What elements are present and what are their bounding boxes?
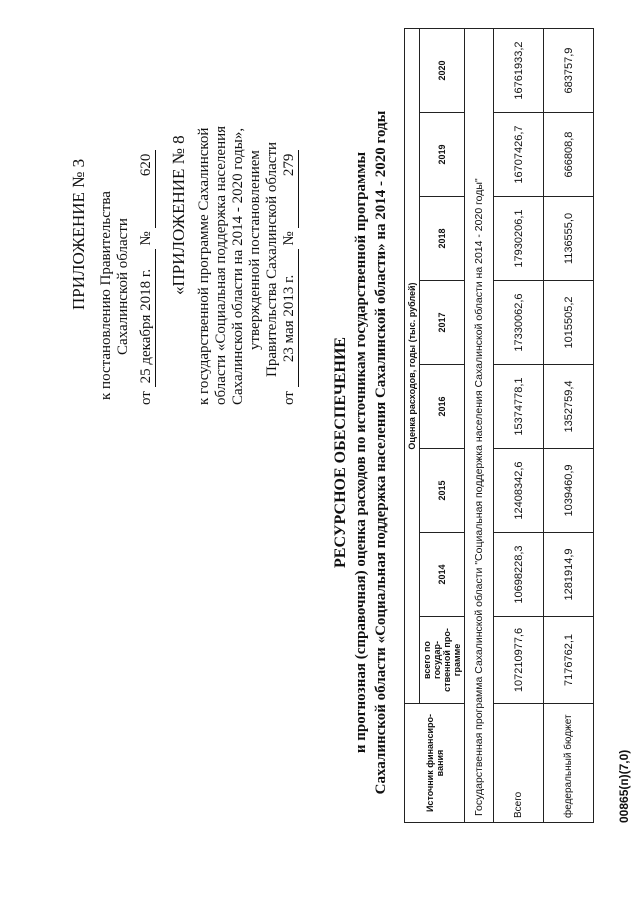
document-code: 00865(п)(7,0) [617, 749, 631, 823]
col-year-header: 2019 [420, 113, 465, 197]
appendix-num-prefix: № [138, 231, 154, 246]
prior-number: 279 [281, 150, 299, 228]
row-value: 10698228,3 [494, 533, 544, 617]
row-value: 666808,8 [544, 113, 594, 197]
row-label: Всего [494, 704, 544, 823]
row-total: 107210977,6 [494, 617, 544, 704]
appendix-line-1: к постановлению Правительства [98, 191, 114, 400]
program-row: Государственная программа Сахалинской области "Социальная поддержка населения Сахалинской области на 2014 - 2020 годы" [465, 29, 494, 823]
row-value: 16761933,2 [494, 29, 544, 113]
heading-line-2: и прогнозная (справочная) оценка расходов по источникам государственной программы [353, 151, 369, 754]
prior-appendix-line-4: утвержденной постановлением [247, 150, 263, 350]
prior-num-prefix: № [281, 231, 297, 246]
resource-table [404, 28, 594, 823]
col-year-header: 2020 [420, 29, 465, 113]
col-source-header: Источник финансиро-вания [405, 704, 465, 823]
prior-date-prefix: от [281, 391, 297, 405]
appendix-date-line [138, 150, 156, 405]
heading-line-1: РЕСУРСНОЕ ОБЕСПЕЧЕНИЕ [332, 337, 349, 568]
row-value: 16707426,7 [494, 113, 544, 197]
row-total: 7176762,1 [544, 617, 594, 704]
col-total-header: всего по государ-ственной про-грамме [420, 617, 465, 704]
col-year-header: 2015 [420, 449, 465, 533]
row-value: 1015505,2 [544, 281, 594, 365]
row-value: 12408342,6 [494, 449, 544, 533]
table-row [544, 29, 594, 823]
appendix-date: 25 декабря 2018 г. [138, 249, 156, 387]
appendix-line-2: Сахалинской области [115, 218, 131, 355]
prior-appendix-date-line [281, 150, 299, 405]
prior-appendix-line-3: Сахалинской области на 2014 - 2020 годы», [230, 127, 246, 405]
row-value: 17330062,6 [494, 281, 544, 365]
col-year-header: 2016 [420, 365, 465, 449]
col-year-header: 2018 [420, 197, 465, 281]
row-label: федеральный бюджет [544, 704, 594, 823]
table-row [494, 29, 544, 823]
row-value: 1281914,9 [544, 533, 594, 617]
prior-appendix-line-2: области «Социальная поддержка населения [213, 125, 229, 405]
row-value: 1352759,4 [544, 365, 594, 449]
col-year-header: 2014 [420, 533, 465, 617]
heading-line-3: Сахалинской области «Социальная поддержка населения Сахалинской области» на 2014 - 2020 годы [373, 110, 389, 795]
appendix-number: 620 [138, 150, 156, 228]
row-value: 17930206,1 [494, 197, 544, 281]
row-value: 15374778,1 [494, 365, 544, 449]
prior-appendix-line-1: к государственной программе Сахалинской [196, 127, 212, 405]
col-year-header: 2017 [420, 281, 465, 365]
row-value: 1039460,9 [544, 449, 594, 533]
row-value: 683757,9 [544, 29, 594, 113]
prior-appendix-title: «ПРИЛОЖЕНИЕ № 8 [169, 135, 188, 295]
prior-appendix-line-5: Правительства Сахалинской области [264, 141, 280, 377]
appendix-title: ПРИЛОЖЕНИЕ № 3 [69, 158, 88, 310]
col-group-header: Оценка расходов, годы (тыс. рублей) [405, 29, 420, 704]
appendix-date-prefix: от [138, 391, 154, 405]
prior-date: 23 мая 2013 г. [281, 249, 299, 387]
row-value: 1136555,0 [544, 197, 594, 281]
